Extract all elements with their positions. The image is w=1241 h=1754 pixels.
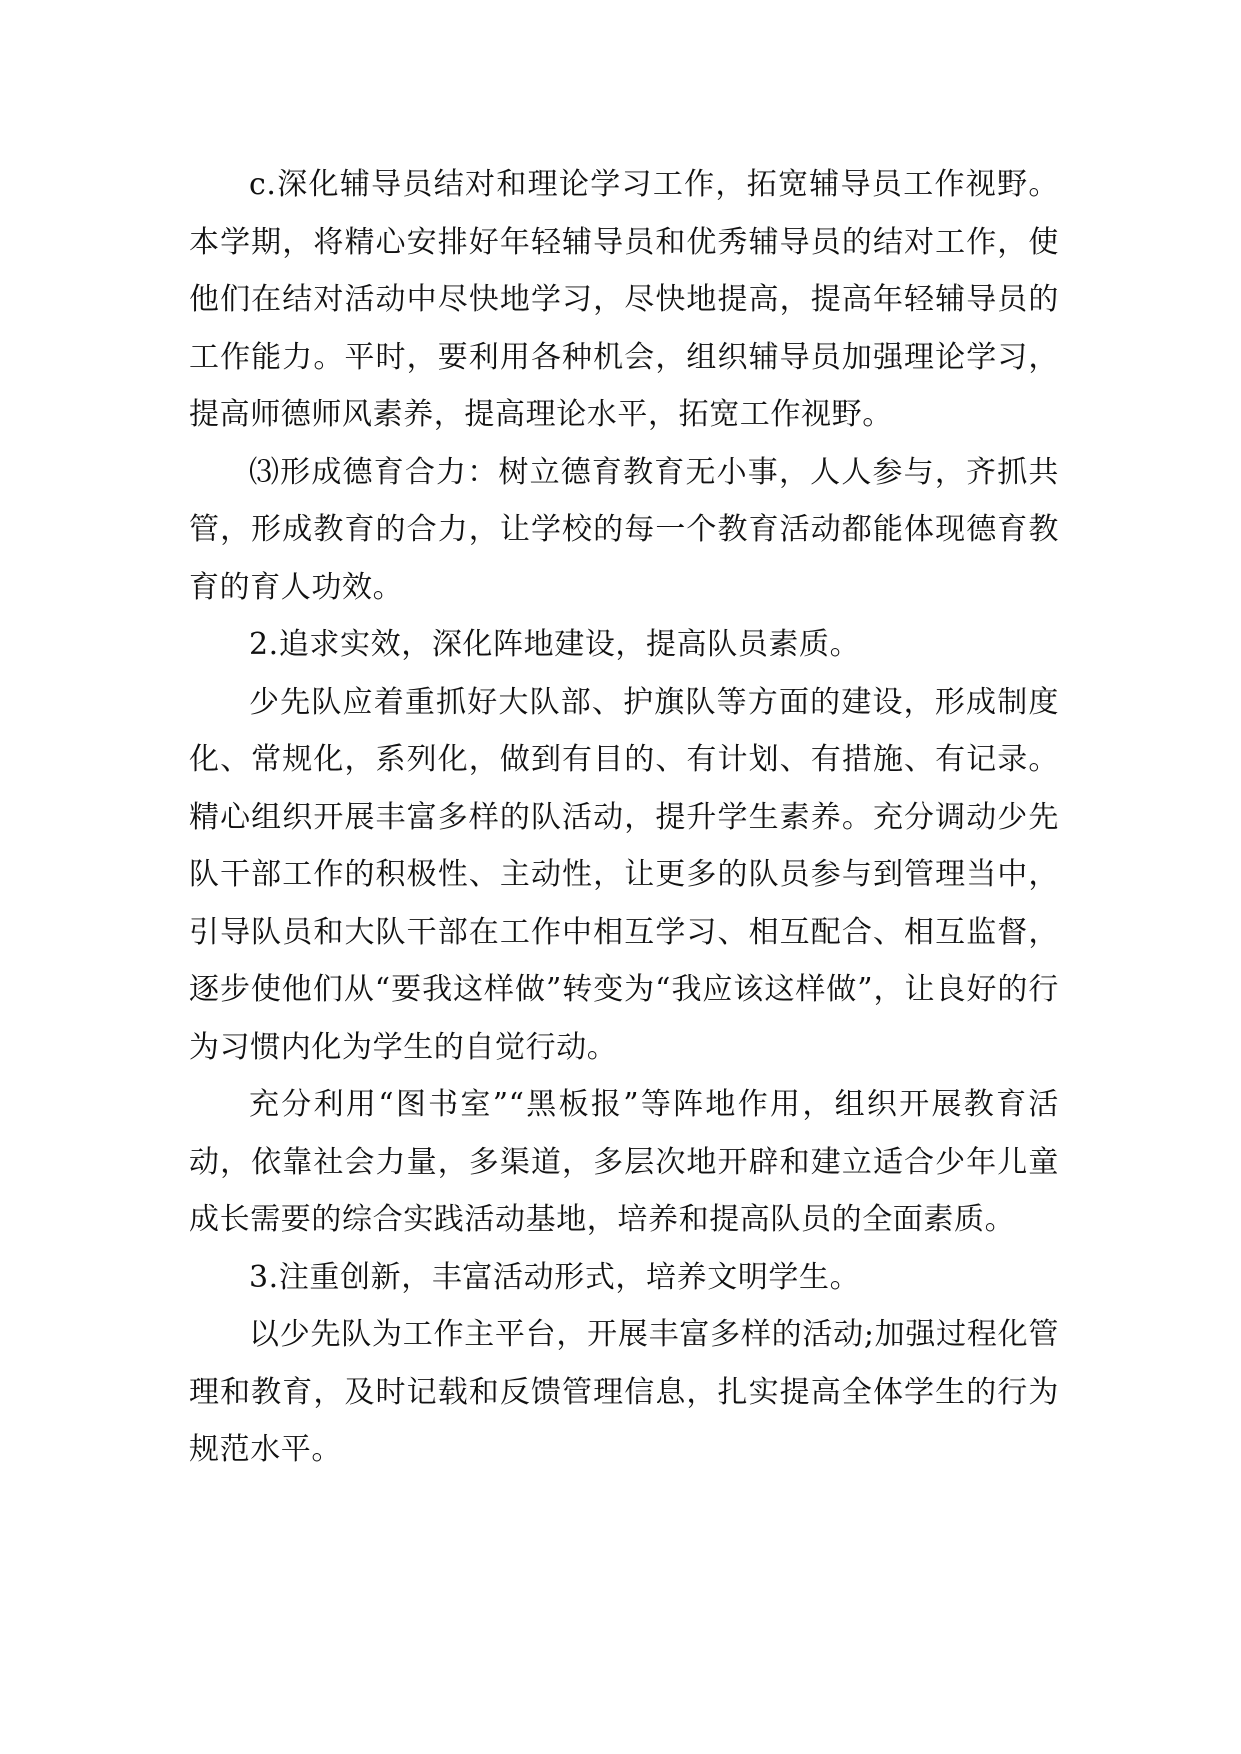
paragraph-resource-use: 充分利用“图书室”“黑板报”等阵地作用，组织开展教育活动，依靠社会力量，多渠道，多层次地开辟和建立适合少年儿童成长需要的综合实践活动基地，培养和提高队员的全面素质。	[189, 1087, 1059, 1237]
paragraph-activity-platform: 以少先队为工作主平台，开展丰富多样的活动;加强过程化管理和教育，及时记载和反馈管理信息，扎实提高全体学生的行为规范水平。	[189, 1317, 1059, 1467]
paragraph-moral-education-synergy: ⑶形成德育合力：树立德育教育无小事，人人参与，齐抓共管，形成教育的合力，让学校的每一个教育活动都能体现德育教育的育人功效。	[189, 454, 1059, 605]
paragraph-counselor-pairing: c.深化辅导员结对和理论学习工作，拓宽辅导员工作视野。本学期，将精心安排好年轻辅导员和优秀辅导员的结对工作，使他们在结对活动中尽快地学习，尽快地提高，提高年轻辅导员的工作能力。平时，要利用各种机会，组织辅导员加强理论学习，提高师德师风素养，提高理论水平，拓宽工作视野。	[189, 167, 1059, 432]
paragraph-team-building: 少先队应着重抓好大队部、护旗队等方面的建设，形成制度化、常规化，系列化，做到有目的、有计划、有措施、有记录。精心组织开展丰富多样的队活动，提升学生素养。充分调动少先队干部工作的积极性、主动性，让更多的队员参与到管理当中，引导队员和大队干部在工作中相互学习、相互配合、相互监督，逐步使他们从“要我这样做”转变为“我应该这样做”，让良好的行为习惯内化为学生的自觉行动。	[189, 684, 1059, 1065]
document-body	[189, 156, 1059, 1479]
section-heading-3: 3.注重创新，丰富活动形式，培养文明学生。	[249, 1259, 861, 1295]
section-heading-2: 2.追求实效，深化阵地建设，提高队员素质。	[249, 627, 861, 662]
